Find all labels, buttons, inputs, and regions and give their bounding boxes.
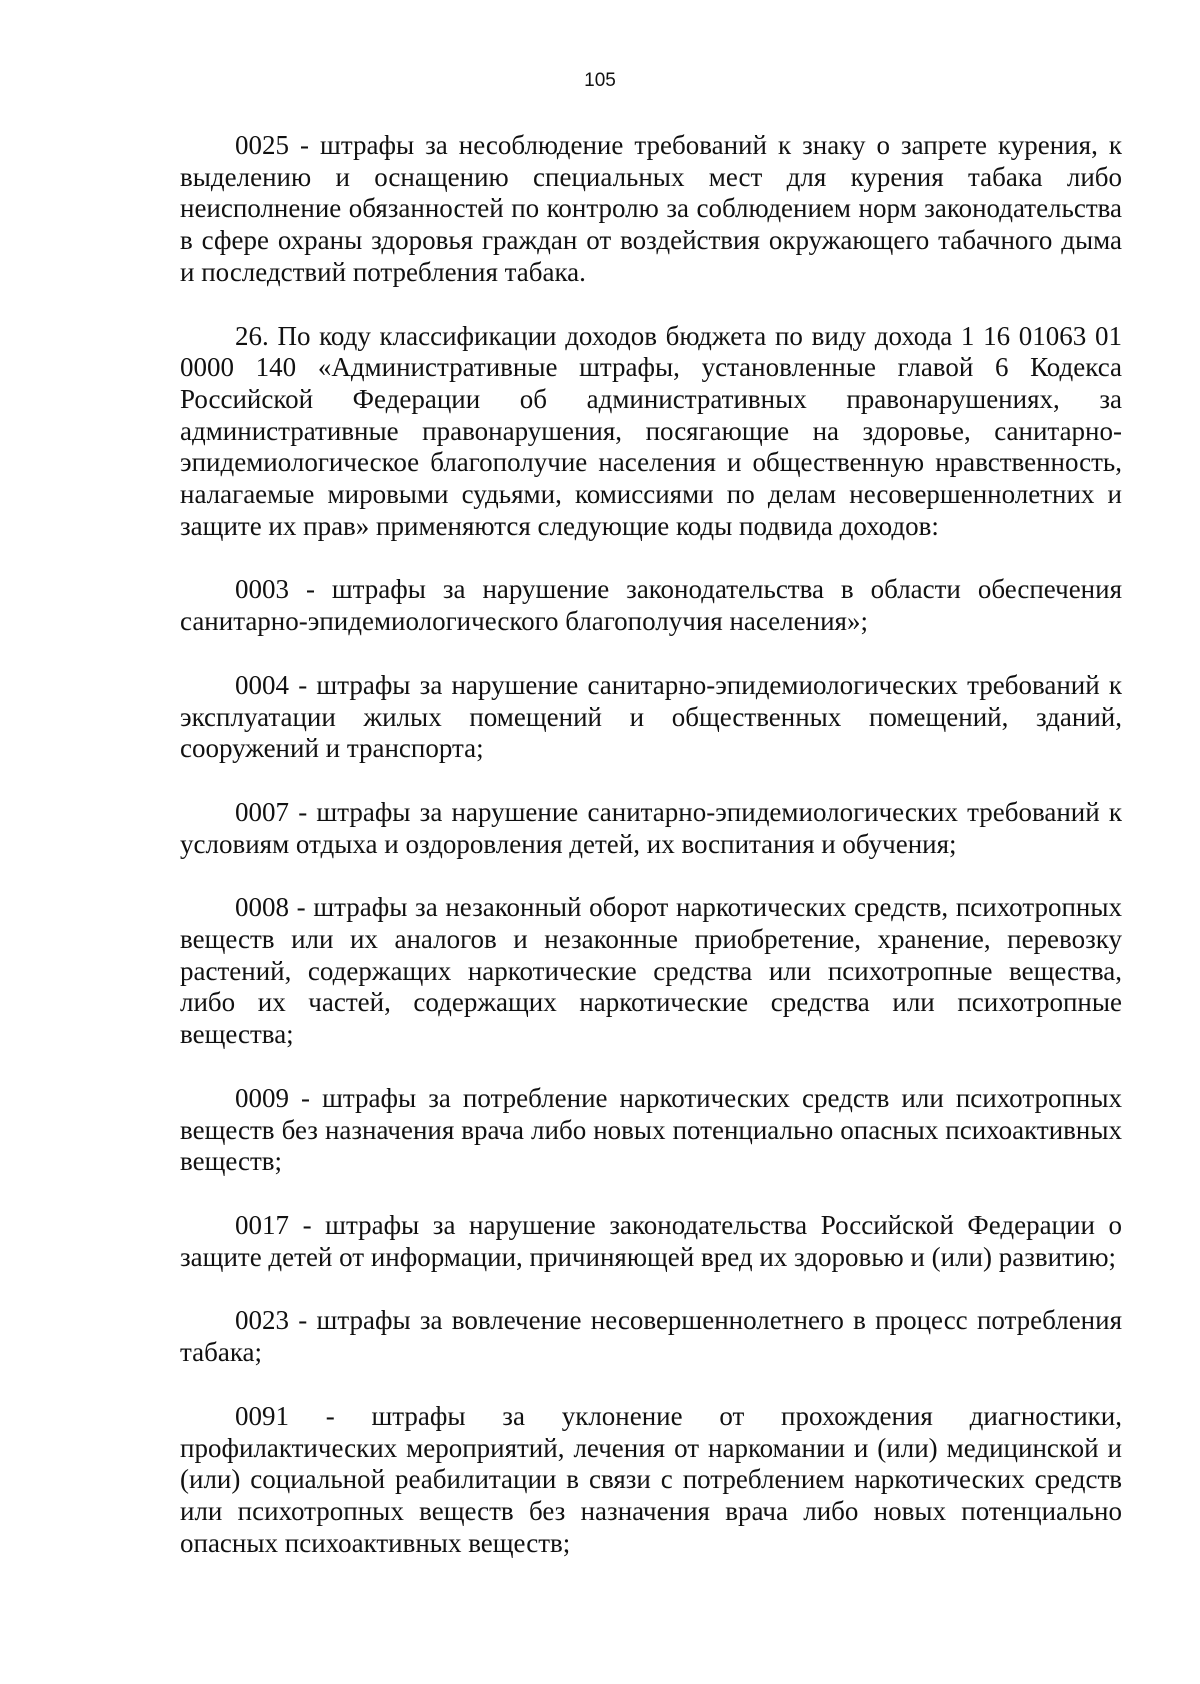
paragraph-0023: 0023 - штрафы за вовлечение несовершеннолетнего в процесс потребления табака; bbox=[180, 1305, 1122, 1368]
paragraph-0004: 0004 - штрафы за нарушение санитарно-эпидемиологических требований к эксплуатации жилых помещений и общественных помещений, зданий, сооружений и транспорта; bbox=[180, 669, 1122, 764]
paragraph-0017: 0017 - штрафы за нарушение законодательства Российской Федерации о защите детей от информации, причиняющей вред их здоровью и (или) развитию; bbox=[180, 1209, 1122, 1272]
page-number: 105 bbox=[584, 70, 616, 91]
paragraph-0091: 0091 - штрафы за уклонение от прохождения диагностики, профилактических мероприятий, лечения от наркомании и (или) медицинской и (или) социальной реабилитации в связи с потреблением наркотических средств или психотропных веществ без назначения врача либо новых потенциально опасных психоактивных веществ; bbox=[180, 1400, 1122, 1558]
paragraph-0008: 0008 - штрафы за незаконный оборот наркотических средств, психотропных веществ или их аналогов и незаконные приобретение, хранение, перевозку растений, содержащих наркотические средства или психотропные вещества, либо их частей, содержащих наркотические средства или психотропные вещества; bbox=[180, 892, 1122, 1050]
paragraph-0007: 0007 - штрафы за нарушение санитарно-эпидемиологических требований к условиям отдыха и оздоровления детей, их воспитания и обучения; bbox=[180, 796, 1122, 859]
paragraph-0025: 0025 - штрафы за несоблюдение требований к знаку о запрете курения, к выделению и оснащению специальных мест для курения табака либо неисполнение обязанностей по контролю за соблюдением норм законодательства в сфере охраны здоровья граждан от воздействия окружающего табачного дыма и последствий потребления табака. bbox=[180, 130, 1122, 287]
paragraph-item-26: 26. По коду классификации доходов бюджета по виду дохода 1 16 01063 01 0000 140 «Административные штрафы, установленные главой 6 Кодекса Российской Федерации об административных правонарушениях, за административные правонарушения, посягающие на здоровье, санитарно-эпидемиологическое благополучие населения и общественную нравственность, налагаемые мировыми судьями, комиссиями по делам несовершеннолетних и защите их прав» применяются следующие коды подвида доходов: bbox=[180, 320, 1122, 541]
paragraph-0009: 0009 - штрафы за потребление наркотических средств или психотропных веществ без назначения врача либо новых потенциально опасных психоактивных веществ; bbox=[180, 1082, 1122, 1177]
document-body bbox=[180, 130, 1122, 1592]
paragraph-0003: 0003 - штрафы за нарушение законодательства в области обеспечения санитарно-эпидемиологического благополучия населения»; bbox=[180, 574, 1122, 637]
